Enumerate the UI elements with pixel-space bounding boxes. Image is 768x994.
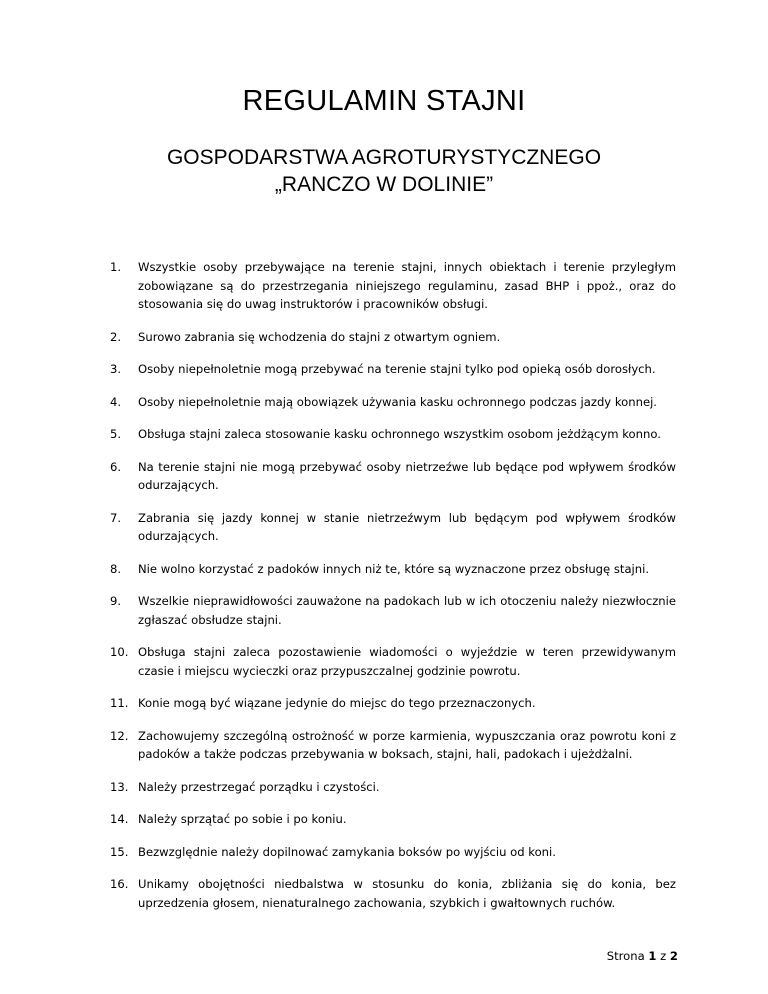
rule-number: 15. (110, 844, 129, 859)
rule-item (110, 875, 676, 912)
page-of-label: z (660, 949, 667, 963)
rule-text: Należy przestrzegać porządku i czystości. (138, 779, 380, 794)
rule-number: 1. (110, 260, 122, 274)
rule-number: 11. (110, 696, 129, 710)
rule-text: Należy sprzątać po sobie i po koniu. (138, 812, 347, 826)
page-label: Strona (606, 949, 645, 963)
rule-text: Obsługa stajni zaleca pozostawienie wiadomości o wyjeździe w teren przewidywanym czasie i miejscu wycieczki oraz przypuszczalnej godzinie powrotu. (138, 645, 676, 678)
rule-number: 3. (110, 362, 122, 376)
rule-item (110, 643, 676, 680)
rule-item (110, 360, 676, 379)
document-title: REGULAMIN STAJNI (242, 85, 526, 117)
rule-item (110, 560, 676, 579)
rule-number: 16. (110, 877, 129, 891)
document-subtitle (0, 144, 768, 198)
rule-number: 10. (110, 645, 129, 659)
rule-number: 6. (110, 459, 122, 474)
rule-text: Wszelkie nieprawidłowości zauważone na padokach lub w ich otoczeniu należy niezwłocznie zgłaszać obsłudze stajni. (138, 594, 676, 627)
rules-list (110, 258, 676, 926)
rule-number: 7. (110, 510, 122, 525)
rule-text: Zabrania się jazdy konnej w stanie nietrzeźwym lub będącym pod wpływem środków odurzających. (138, 510, 676, 543)
rule-text: Na terenie stajni nie mogą przebywać osoby nietrzeźwe lub będące pod wpływem środków odurzających. (138, 459, 676, 492)
rule-number: 4. (110, 394, 122, 409)
rule-item (110, 509, 676, 546)
current-page-number: 1 (648, 949, 657, 963)
rule-text: Wszystkie osoby przebywające na terenie stajni, innych obiektach i terenie przyległym zobowiązane są do przestrzegania niniejszego regulaminu, zasad BHP i ppoż., oraz do stosowania się do uwag instruktorów i pracowników obsługi. (138, 260, 676, 311)
rule-text: Zachowujemy szczególną ostrożność w porze karmienia, wypuszczania oraz powrotu koni z padoków a także podczas przebywania w boksach, stajni, hali, padokach i ujeżdżalni. (138, 728, 676, 761)
rule-item (110, 425, 676, 444)
rule-text: Surowo zabrania się wchodzenia do stajni z otwartym ogniem. (138, 329, 501, 344)
rule-text: Nie wolno korzystać z padoków innych niż te, które są wyznaczone przez obsługę stajni. (138, 561, 650, 576)
rule-number: 9. (110, 594, 122, 608)
rule-number: 14. (110, 812, 129, 826)
rule-item (110, 258, 676, 314)
rule-text: Obsługa stajni zaleca stosowanie kasku ochronnego wszystkim osobom jeżdżącym konno. (138, 427, 661, 441)
rule-item (110, 810, 676, 829)
rule-item (110, 778, 676, 797)
rule-number: 8. (110, 561, 122, 576)
rule-text: Osoby niepełnoletnie mogą przebywać na terenie stajni tylko pod opieką osób dorosłych. (138, 362, 656, 376)
rule-text: Konie mogą być wiązane jedynie do miejsc do tego przeznaczonych. (138, 696, 536, 710)
rule-item (110, 458, 676, 495)
rule-item (110, 393, 676, 412)
rule-item (110, 843, 676, 862)
rule-number: 12. (110, 728, 129, 743)
subtitle-line-1: GOSPODARSTWA AGROTURYSTYCZNEGO (166, 146, 602, 169)
rule-number: 5. (110, 427, 122, 441)
rule-item (110, 592, 676, 629)
subtitle-line-2: „RANCZO W DOLINIE” (274, 173, 494, 196)
rule-text: Osoby niepełnoletnie mają obowiązek używania kasku ochronnego podczas jazdy konnej. (138, 394, 657, 409)
rule-text: Bezwzględnie należy dopilnować zamykania boksów po wyjściu od koni. (138, 844, 556, 859)
rule-number: 2. (110, 329, 122, 344)
total-pages-number: 2 (669, 949, 678, 963)
rule-item (110, 727, 676, 764)
page-number-footer (607, 948, 678, 964)
rule-item (110, 694, 676, 713)
rule-text: Unikamy obojętności niedbalstwa w stosunku do konia, zbliżania się do konia, bez uprzedzenia głosem, nienaturalnego zachowania, szybkich i gwałtownych ruchów. (138, 877, 676, 910)
rule-number: 13. (110, 779, 129, 794)
rule-item (110, 328, 676, 347)
